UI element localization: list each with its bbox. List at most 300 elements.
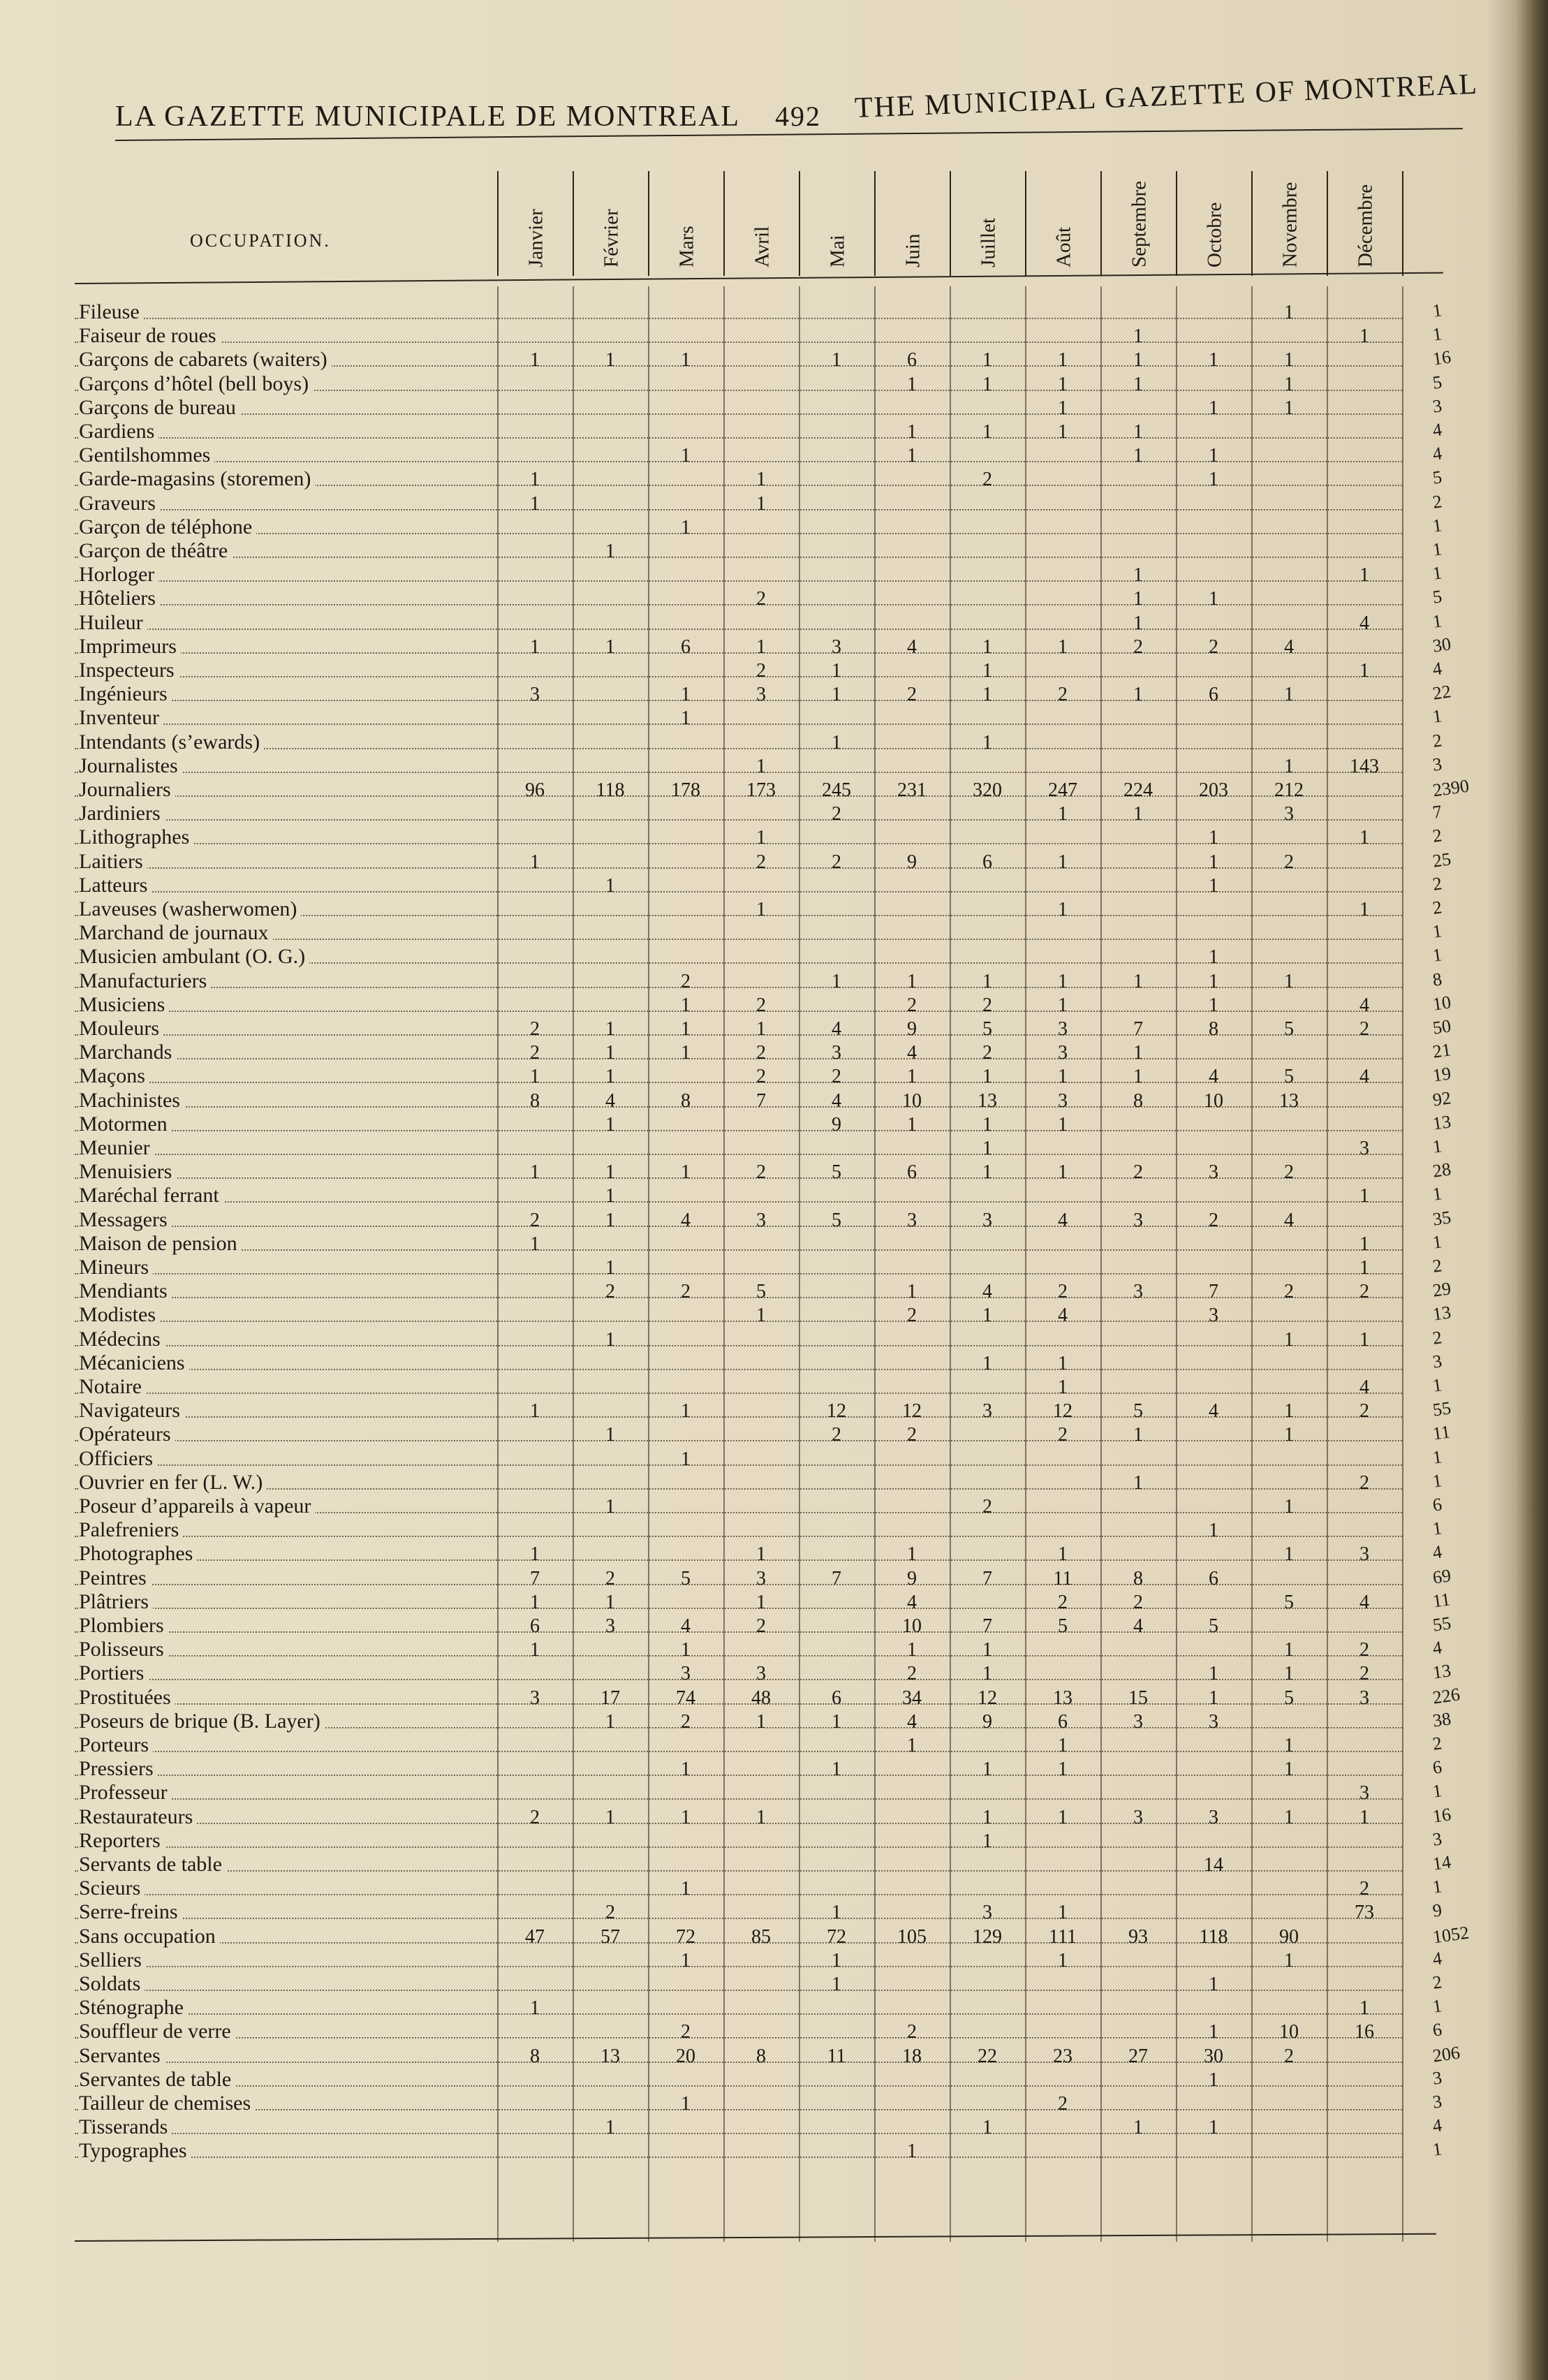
month-value: 3 [982,1400,992,1423]
month-value: 1 [1133,970,1143,992]
table-row [75,611,1471,635]
occupation-name: Poseurs de brique (B. Layer) [79,1710,325,1733]
month-value: 3 [1209,1710,1218,1733]
month-value: 231 [897,779,927,801]
month-value: 5 [982,1018,992,1040]
occupation-name: Portiers [79,1661,148,1685]
month-value: 4 [1133,1615,1143,1637]
occupation-name: Plâtriers [79,1590,153,1614]
table-bottom-rule [75,2233,1436,2242]
occupation-name: Souffleur de verre [79,2020,235,2043]
table-row [75,754,1471,778]
column-divider [1402,286,1403,2242]
table-row [75,1303,1471,1327]
occupation-heading: OCCUPATION. [190,230,331,251]
row-total: 1 [1431,1876,1443,1897]
month-value: 2 [756,1042,766,1064]
month-value: 1 [1359,325,1369,348]
column-divider [1251,286,1253,2242]
table-row [75,348,1471,372]
dotted-leader [75,629,1402,630]
table-row [75,443,1471,467]
month-value: 4 [907,1591,917,1613]
occupation-name: Garçons de cabarets (waiters) [79,348,332,372]
month-value: 1 [1284,1806,1294,1828]
month-value: 9 [832,1113,841,1136]
month-value: 8 [681,1089,691,1112]
row-total: 11 [1431,1421,1452,1444]
month-value: 2 [832,803,841,825]
row-total: 16 [1431,346,1452,370]
table-row [75,1757,1471,1781]
row-total: 2 [1431,1971,1443,1993]
table-row [75,1279,1471,1303]
row-total: 6 [1431,1756,1443,1778]
book-spine [1517,0,1548,2380]
month-value: 5 [1209,1615,1218,1637]
occupation-name: Mouleurs [79,1017,163,1041]
month-value: 1 [1133,349,1143,372]
occupation-name: Opérateurs [79,1423,175,1446]
month-value: 1 [1284,397,1294,419]
row-total: 5 [1431,586,1443,608]
month-value: 1 [1058,803,1068,825]
column-divider [1025,286,1026,2242]
column-divider [950,286,951,2242]
occupation-name: Motormen [79,1112,172,1136]
column-divider [799,286,800,2242]
occupation-name: Ouvrier en fer (L. W.) [79,1471,267,1494]
month-value: 1 [907,1113,917,1136]
row-total: 2 [1431,490,1443,513]
table-row [75,1136,1471,1160]
dotted-leader [75,2157,1402,2158]
month-value: 2 [530,1209,540,1231]
month-value: 6 [832,1687,841,1709]
table-row [75,1494,1471,1518]
table-row [75,659,1471,682]
month-value: 22 [978,2045,997,2067]
row-total: 3 [1431,1351,1443,1372]
month-value: 1 [1284,684,1294,706]
row-total: 4 [1431,1637,1443,1659]
month-value: 1 [1058,851,1068,873]
occupation-name: Sténographe [79,1996,188,2020]
month-value: 1 [605,1424,615,1446]
table-row [75,2020,1471,2043]
occupation-name: Marchands [79,1041,176,1064]
month-value: 7 [1209,1281,1218,1303]
month-value: 2 [1284,2045,1294,2067]
month-value: 1 [1209,588,1218,610]
month-value: 1 [530,1997,540,2020]
month-value: 3 [530,1687,540,1709]
column-divider [723,286,725,2242]
month-value: 1 [832,1710,841,1733]
occupation-name: Horloger [79,563,159,587]
month-value: 1 [1133,684,1143,706]
month-header: Janvier [497,171,574,276]
occupation-name: Laveuses (washerwomen) [79,897,301,921]
month-value: 1 [681,1878,691,1900]
table-row [75,897,1471,921]
month-value: 1 [1284,373,1294,395]
month-value: 1 [605,1328,615,1351]
month-value: 2 [832,1066,841,1088]
month-value: 1 [681,1400,691,1423]
month-header: Septembre [1100,171,1177,276]
month-value: 1 [1209,2021,1218,2043]
month-value: 1 [1133,564,1143,587]
row-total: 4 [1431,658,1443,680]
month-value: 2 [907,1663,917,1685]
column-divider [1176,286,1177,2242]
month-header: Avril [723,171,800,276]
month-value: 2 [1359,1281,1369,1303]
month-value: 1 [605,1591,615,1613]
month-value: 5 [756,1281,766,1303]
occupation-name: Selliers [79,1948,146,1972]
table-row [75,1661,1471,1685]
month-value: 96 [525,779,545,801]
dotted-leader [75,1273,1402,1275]
row-total: 1 [1431,944,1443,967]
occupation-name: Ingénieurs [79,682,172,706]
month-value: 1 [1284,302,1294,323]
occupation-name: Hôteliers [79,587,160,610]
table-row [75,1423,1471,1446]
occupation-name: Garde-magasins (storemen) [79,467,315,491]
month-value: 47 [525,1925,545,1948]
month-value: 1 [1284,1949,1294,1971]
month-value: 1 [1058,397,1068,419]
table-row [75,1781,1471,1805]
month-value: 1 [1133,1424,1143,1446]
row-total: 38 [1431,1708,1452,1731]
table-row [75,825,1471,849]
month-value: 6 [1058,1710,1068,1733]
month-value: 1 [1133,1042,1143,1064]
month-value: 1 [832,660,841,682]
occupation-name: Soldats [79,1972,145,1996]
month-value: 3 [1058,1042,1068,1064]
occupation-name: Reporters [79,1829,165,1853]
month-value: 3 [756,1663,766,1685]
table-row [75,563,1471,587]
table-row [75,1089,1471,1112]
month-value: 1 [681,1018,691,1040]
dotted-leader [75,1966,1402,1967]
month-value: 4 [681,1209,691,1231]
month-value: 6 [530,1615,540,1637]
row-total: 55 [1431,1613,1452,1636]
month-value: 1 [982,731,992,754]
month-value: 1 [605,874,615,897]
table-row [75,1208,1471,1232]
occupation-name: Servantes [79,2044,165,2068]
month-value: 27 [1128,2045,1148,2067]
row-total: 4 [1431,1948,1443,1969]
month-value: 4 [1359,994,1369,1016]
month-value: 1 [1359,1257,1369,1279]
occupation-name: Journaliers [79,778,175,802]
row-total: 3 [1431,1828,1443,1850]
occupation-name: Musiciens [79,993,169,1017]
occupation-name: Tisserands [79,2115,172,2139]
month-value: 12 [1053,1400,1072,1423]
row-total: 1 [1431,323,1443,345]
month-value: 1 [1058,349,1068,372]
month-value: 1 [1058,1066,1068,1088]
month-value: 20 [676,2045,695,2067]
month-value: 1 [756,1806,766,1828]
occupation-name: Typographes [79,2139,191,2163]
month-value: 1 [1058,899,1068,920]
table-row [75,1948,1471,1972]
row-total: 1 [1431,1518,1443,1539]
table-row [75,1399,1471,1423]
month-value: 1 [982,1113,992,1136]
row-total: 1 [1431,705,1443,728]
month-value: 1 [907,2140,917,2163]
month-value: 178 [671,779,700,801]
occupation-name: Porteurs [79,1733,153,1757]
month-value: 93 [1128,1925,1148,1948]
occupation-name: Garçons de bureau [79,396,240,420]
month-value: 72 [827,1925,846,1948]
month-value: 2 [1284,1281,1294,1303]
month-value: 2 [1359,1663,1369,1685]
dotted-leader [75,1393,1402,1394]
occupation-name: Serre-freins [79,1900,182,1924]
dotted-leader [75,580,1402,582]
month-value: 1 [832,349,841,372]
month-value: 4 [907,1042,917,1064]
month-value: 3 [1359,1782,1369,1805]
month-value: 245 [822,779,851,801]
month-value: 2 [907,684,917,706]
month-value: 4 [605,1089,615,1112]
month-value: 1 [605,636,615,658]
month-value: 1 [982,1663,992,1685]
table-row [75,1112,1471,1136]
month-value: 1 [1058,373,1068,395]
occupation-name: Maçons [79,1064,149,1088]
month-value: 1 [1209,1974,1218,1995]
occupation-name: Professeur [79,1781,172,1805]
month-value: 4 [1284,636,1294,658]
table-row [75,1447,1471,1471]
row-total: 2 [1431,897,1443,918]
month-value: 4 [1209,1066,1218,1088]
table-row [75,1925,1471,1948]
occupation-name: Photographes [79,1542,197,1566]
month-value: 1 [681,1448,691,1470]
month-value: 1 [982,1758,992,1781]
month-value: 3 [1284,803,1294,825]
row-total: 5 [1431,467,1443,489]
table-row [75,2092,1471,2115]
month-value: 2 [1359,1400,1369,1423]
table-row [75,1328,1471,1351]
month-value: 1 [1209,2117,1218,2139]
table-row [75,775,1471,802]
month-value: 4 [907,1710,917,1733]
month-value: 212 [1274,779,1304,801]
month-value: 1 [756,1591,766,1613]
month-value: 48 [751,1687,771,1709]
occupation-name: Médecins [79,1328,165,1351]
occupation-name: Garçon de théâtre [79,539,232,563]
occupation-name: Maréchal ferrant [79,1184,223,1207]
month-value: 4 [832,1018,841,1040]
row-total: 7 [1431,801,1443,823]
month-value: 247 [1048,779,1077,801]
table-row [75,1566,1471,1590]
row-total: 69 [1431,1564,1452,1588]
month-value: 1 [1209,946,1218,969]
row-total: 28 [1431,1159,1452,1182]
month-header: Février [573,171,649,276]
month-value: 143 [1350,755,1379,777]
month-value: 2 [907,994,917,1016]
month-value: 1 [982,1806,992,1828]
month-value: 1 [982,660,992,682]
dotted-leader [75,1464,1402,1466]
occupation-name: Huileur [79,611,147,635]
month-value: 2 [1133,636,1143,658]
occupation-name: Gardiens [79,420,159,443]
month-value: 1 [907,445,917,467]
month-value: 2 [605,1567,615,1589]
row-total: 1 [1431,515,1443,536]
month-header: Novembre [1251,171,1328,276]
month-value: 1 [1209,349,1218,372]
month-value: 1 [605,2117,615,2139]
occupation-name: Machinistes [79,1089,184,1112]
row-total: 13 [1431,1111,1452,1134]
table-row [75,372,1471,396]
month-value: 6 [681,636,691,658]
occupation-name: Faiseur de roues [79,324,221,348]
month-value: 2 [1359,1018,1369,1040]
table-row [75,1160,1471,1184]
row-total: 50 [1431,1015,1452,1038]
month-value: 203 [1199,779,1228,801]
month-value: 1 [1284,1424,1294,1446]
occupation-name: Prostituées [79,1686,175,1710]
table-row [75,1829,1471,1853]
month-value: 5 [681,1567,691,1589]
month-value: 6 [982,851,992,873]
month-value: 10 [902,1089,922,1112]
month-value: 4 [1359,612,1369,634]
row-total: 6 [1431,2019,1443,2041]
month-value: 1 [1284,755,1294,777]
dotted-leader [75,1369,1402,1370]
month-value: 2 [756,1066,766,1088]
month-value: 4 [907,636,917,658]
month-value: 5 [1284,1687,1294,1709]
month-value: 3 [1058,1089,1068,1112]
month-value: 1 [907,1281,917,1303]
table-row [75,802,1471,825]
dotted-leader [75,318,1402,319]
row-total: 6 [1431,1494,1443,1515]
row-total: 55 [1431,1397,1452,1420]
month-value: 1 [681,684,691,706]
month-value: 2 [907,1305,917,1327]
header-title-en: THE MUNICIPAL GAZETTE OF MONTREAL [854,68,1479,125]
month-value: 74 [676,1687,695,1709]
month-value: 1 [756,1305,766,1327]
month-value: 2 [1058,1424,1068,1446]
row-total: 9 [1431,1900,1443,1922]
month-value: 1 [1133,2117,1143,2139]
month-value: 2 [1209,1209,1218,1231]
month-value: 7 [832,1567,841,1589]
row-total: 1 [1431,920,1443,942]
month-value: 3 [756,684,766,706]
row-total: 3 [1431,2091,1443,2113]
table-row [75,706,1471,730]
month-value: 4 [982,1281,992,1303]
row-total: 22 [1431,681,1452,704]
month-value: 18 [902,2045,922,2067]
month-value: 1 [1359,1233,1369,1255]
month-value: 2 [1058,684,1068,706]
month-value: 1 [1058,1902,1068,1924]
occupation-name: Mécaniciens [79,1351,189,1375]
occupation-name: Graveurs [79,492,160,515]
column-divider [648,286,649,2242]
month-value: 2 [681,2021,691,2043]
row-total: 1 [1431,1374,1443,1396]
month-value: 1 [530,349,540,372]
month-value: 1 [907,1639,917,1661]
month-value: 1 [756,492,766,515]
month-value: 85 [751,1925,771,1948]
month-value: 1 [605,1209,615,1231]
month-value: 3 [756,1567,766,1589]
month-value: 1 [982,970,992,992]
month-value: 6 [1209,1567,1218,1589]
table-row [75,396,1471,420]
month-value: 1 [1359,1997,1369,2020]
month-value: 1 [982,421,992,443]
month-value: 1 [1133,1066,1143,1088]
month-value: 10 [902,1615,922,1637]
month-value: 2 [832,1424,841,1446]
month-value: 2 [530,1018,540,1040]
row-total: 13 [1431,1302,1452,1325]
dotted-leader [75,1488,1402,1490]
row-total: 11 [1431,1589,1452,1612]
month-value: 1 [756,899,766,920]
table-row [75,587,1471,610]
month-value: 1 [1058,970,1068,992]
occupation-name: Navigateurs [79,1399,184,1423]
table-row [75,1972,1471,1996]
month-value: 1 [1284,1543,1294,1566]
month-value: 1 [1209,1520,1218,1542]
month-value: 1 [1209,2069,1218,2091]
month-value: 5 [832,1161,841,1184]
month-value: 2 [605,1281,615,1303]
month-value: 9 [982,1710,992,1733]
month-value: 1 [832,1902,841,1924]
table-row [75,1017,1471,1041]
